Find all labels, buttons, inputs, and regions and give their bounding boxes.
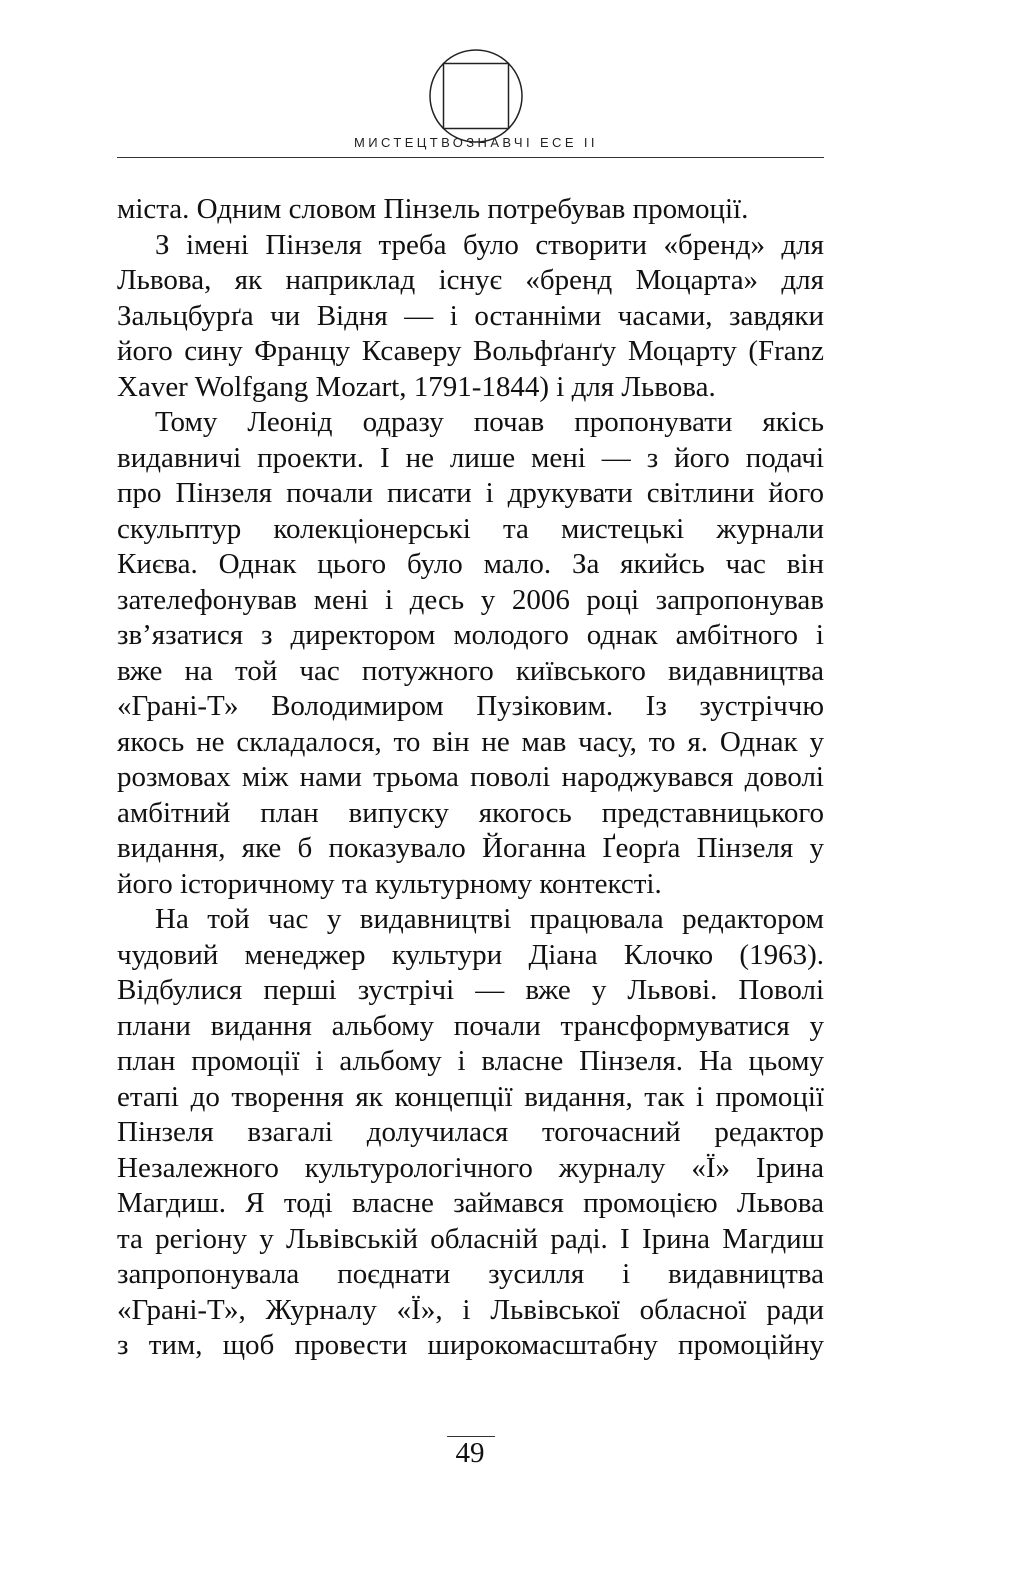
- text-line: амбітний план випуску якогось представницького: [117, 796, 824, 829]
- text-line: На той час у видавництві працювала редактором: [155, 903, 824, 935]
- text-line: Києва. Однак цього було мало. За якийсь час він: [117, 548, 824, 580]
- text-line: про Пінзеля почали писати і друкувати світлини його: [117, 477, 824, 509]
- text-line: якось не складалося, то він не мав часу, то я. Однак у: [117, 725, 824, 758]
- text-line: видання, яке б показувало Йоганна Ґеорґа Пінзеля у: [117, 832, 824, 864]
- text-line: «Грані-Т», Журналу «Ї», і Львівської обласної ради: [117, 1293, 824, 1326]
- header-rule: [117, 157, 824, 158]
- text-line: З імені Пінзеля треба було створити «бренд» для: [155, 228, 824, 261]
- text-line: Тому Леонід одразу почав пропонувати якісь: [155, 406, 824, 438]
- text-line: плани видання альбому почали трансформуватися у: [117, 1009, 824, 1042]
- text-line: вже на той час потужного київського видавництва: [117, 654, 824, 687]
- text-line: Відбулися перші зустрічі — вже у Львові. Поволі: [117, 974, 824, 1006]
- text-line: чудовий менеджер культури Діана Клочко (1963).: [117, 938, 824, 971]
- text-line: Зальцбурґа чи Відня — і останніми часами, завдяки: [117, 299, 824, 332]
- text-line: з тим, щоб провести широкомасштабну промоційну: [117, 1329, 824, 1361]
- text-line: план промоції і альбому і власне Пінзеля. На цьому: [117, 1045, 824, 1077]
- text-line: запропонувала поєднати зусилля і видавництва: [117, 1258, 824, 1290]
- text-line: міста. Одним словом Пінзель потребував промоції.: [117, 193, 749, 225]
- body-text: [117, 192, 824, 1364]
- text-line: зв’язатися з директором молодого однак амбітного і: [117, 619, 824, 651]
- text-line: Незалежного культурологічного журналу «Ї» Ірина: [117, 1151, 824, 1184]
- text-line: та регіону у Львівській обласній раді. І Ірина Магдиш: [117, 1222, 824, 1255]
- page-number: 49: [455, 1437, 485, 1469]
- text-line: його історичному та культурному контексті.: [117, 867, 662, 900]
- text-line: його сину Францу Ксаверу Вольфґанґу Моцарту (Franz: [117, 335, 824, 367]
- text-line: Пінзеля взагалі долучилася тогочасний редактор: [117, 1116, 824, 1148]
- text-line: видавничі проекти. І не лише мені — з його подачі: [117, 441, 824, 474]
- text-line: «Грані-Т» Володимиром Пузіковим. Із зустріччю: [117, 690, 824, 722]
- running-header: МИСТЕЦТВОЗНАВЧІ ЕСЕ ІІ: [354, 135, 598, 150]
- text-line: Львова, як наприклад існує «бренд Моцарта» для: [117, 264, 824, 296]
- text-line: зателефонував мені і десь у 2006 році запропонував: [117, 583, 824, 616]
- text-line: етапі до творення як концепції видання, так і промоції: [117, 1080, 824, 1113]
- text-line: розмовах між нами трьома поволі народжувався доволі: [117, 761, 824, 793]
- circle-square-emblem-icon: [428, 48, 524, 144]
- text-line: скульптур колекціонерські та мистецькі журнали: [117, 512, 824, 545]
- text-line: Магдиш. Я тоді власне займався промоцією Львова: [117, 1187, 824, 1219]
- text-line: Xaver Wolfgang Mozart, 1791-1844) і для Львова.: [117, 370, 716, 403]
